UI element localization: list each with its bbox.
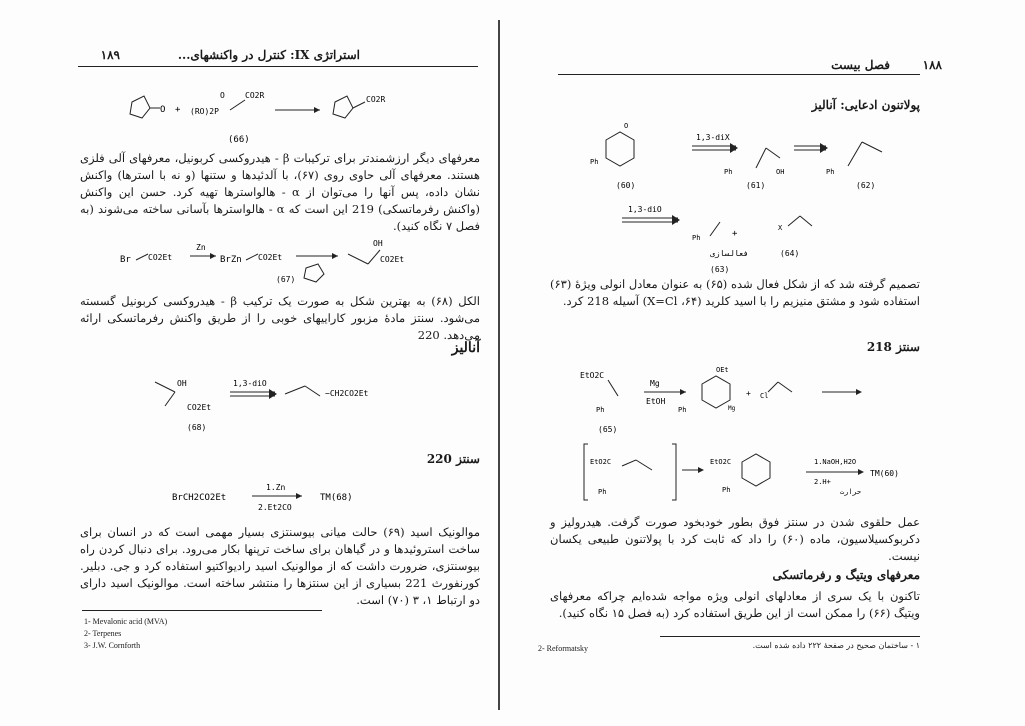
svg-text:2.H+: 2.H+ bbox=[814, 478, 831, 486]
analysis-heading: آنالیز bbox=[451, 340, 480, 356]
svg-text:+: + bbox=[746, 389, 751, 398]
svg-text:Mg: Mg bbox=[650, 379, 660, 388]
svg-text:1,3-diO: 1,3-diO bbox=[233, 379, 267, 388]
compound-64-label: (64) bbox=[780, 249, 800, 258]
footnote-reformatsky: 2- Reformatsky bbox=[538, 644, 588, 653]
footnote-correct-structure: ۱ - ساختمان صحیح در صفحهٔ ۲۲۲ داده شده است. bbox=[752, 641, 920, 650]
compound-62-label: (62) bbox=[856, 181, 876, 190]
svg-text:+: + bbox=[732, 229, 738, 239]
footnote-3: 3- J.W. Cornforth bbox=[84, 641, 141, 650]
analysis-scheme bbox=[145, 372, 385, 432]
svg-text:2.Et2CO: 2.Et2CO bbox=[258, 503, 292, 512]
left-page bbox=[0, 0, 500, 726]
wittig-product-sub: CO2R bbox=[366, 95, 386, 104]
pulatenone-analysis-heading: پولاتنون ادعایی: آنالیز bbox=[811, 98, 920, 112]
compound-65-label: (65) bbox=[598, 425, 618, 434]
svg-text:1.NaOH,H2O: 1.NaOH,H2O bbox=[814, 458, 857, 466]
svg-text:Ph: Ph bbox=[692, 234, 701, 242]
svg-text:1,3-diO: 1,3-diO bbox=[628, 205, 662, 214]
svg-text:Ph: Ph bbox=[722, 486, 731, 494]
svg-text:EtO2C: EtO2C bbox=[710, 458, 732, 466]
magnesium-enolate-scheme bbox=[578, 362, 878, 436]
svg-text:EtO2C: EtO2C bbox=[590, 458, 612, 466]
wittig-scheme bbox=[120, 88, 400, 146]
svg-text:O: O bbox=[160, 105, 166, 115]
left-para-3: موالونیک اسید (۶۹) حالت میانی بیوسنتزی بسیار مهمی است که در انسان برای ساخت استروئیدها و در گیاهان برای ساخت ترپنها بکار می‌رود. برای دنبال کردن راه بیوسنتزی، ضرورت داشت که از موالونیک اسید رادیواکتیو استفاده کرد و جی. دبلیر. کورنفورث 221 بسیاری از این سنتزها را منتشر ساخته است. موالونیک اسید دارای دو ارتباط ۱، ۳ (۷۰) است. bbox=[80, 525, 481, 607]
right-footnote-rule bbox=[660, 636, 920, 637]
right-page bbox=[500, 0, 1025, 726]
bromo-ester-start: Br bbox=[120, 255, 131, 265]
reformatsky-scheme bbox=[118, 236, 428, 288]
svg-text:CO2Et: CO2Et bbox=[258, 253, 283, 262]
svg-text:CO2Et: CO2Et bbox=[148, 253, 173, 262]
compound-67-label: (67) bbox=[276, 275, 296, 284]
left-header-rule bbox=[78, 66, 478, 67]
left-para-1: معرفهای دیگر ارزشمندتر برای ترکیبات β - هیدروکسی کربونیل، معرفهای آلی فلزی هستند. معرفهای آلی حاوی روی (۶۷)، با آلدئیدها و ستنها (و نه با استرها) واکنش نشان داده، پس آنها را می‌توان از α - هالواسترها تهیه کرد. حسن این واکنش (واکنش رفرماتسکی) 219 این است که α - هالواسترها بآسانی ساخته می‌شوند (به فصل ۷ نگاه کنید). bbox=[80, 151, 480, 233]
svg-text:OH: OH bbox=[177, 379, 187, 388]
left-para-2: الکل (۶۸) به بهترین شکل به صورت یک ترکیب β - هیدروکسی کربونیل گسسته می‌شود. سنتز مادهٔ مزبور کاراییهای خوبی را از طریق واکنش رفرماتسکی ارائه می‌دهد. 220 bbox=[80, 294, 480, 342]
svg-text:فعالسازی: فعالسازی bbox=[710, 249, 749, 258]
svg-text:Ph: Ph bbox=[598, 488, 607, 496]
right-page-number: ۱۸۸ bbox=[922, 58, 942, 72]
left-page-number: ۱۸۹ bbox=[100, 48, 120, 62]
cyclization-scheme bbox=[582, 440, 912, 504]
wittig-reagent: (RO)2P bbox=[190, 107, 219, 116]
footnote-2: 2- Terpenes bbox=[84, 629, 122, 638]
synthesis-218-heading: سنتز 218 bbox=[866, 340, 920, 354]
compound-68-label: (68) bbox=[187, 423, 207, 432]
svg-text:X: X bbox=[778, 224, 783, 232]
svg-text:EtO2C: EtO2C bbox=[580, 371, 605, 380]
compound-60-label: (60) bbox=[616, 181, 636, 190]
svg-text:O: O bbox=[624, 122, 629, 130]
svg-text:TM(68): TM(68) bbox=[320, 493, 353, 503]
svg-text:CO2Et: CO2Et bbox=[187, 403, 212, 412]
svg-text:BrCH2CO2Et: BrCH2CO2Et bbox=[172, 493, 227, 503]
synthon-scheme bbox=[620, 202, 860, 274]
right-para-1: تصمیم گرفته شد که از شکل فعال شده (۶۵) به عنوان معادل انولی ویژهٔ (۶۳) استفاده شود و مشتق منیزیم را با اسید کلرید (۶۴، X=Cl) آسیله 218 کرد. bbox=[550, 277, 920, 308]
footnote-1: 1- Mevalonic acid (MVA) bbox=[84, 617, 168, 626]
compound-63-label: (63) bbox=[710, 265, 730, 274]
svg-text:Cl: Cl bbox=[760, 392, 769, 400]
compound-66-label: (66) bbox=[228, 135, 250, 145]
svg-text:EtOH: EtOH bbox=[646, 397, 666, 406]
compound-61-label: (61) bbox=[746, 181, 766, 190]
svg-text:Ph: Ph bbox=[826, 168, 835, 176]
disconnection-scheme bbox=[586, 118, 926, 196]
svg-text:+: + bbox=[175, 105, 181, 115]
svg-text:OH: OH bbox=[373, 239, 383, 248]
svg-text:−CH2CO2Et: −CH2CO2Et bbox=[325, 389, 369, 398]
svg-text:Zn: Zn bbox=[196, 243, 206, 252]
svg-text:Ph: Ph bbox=[596, 406, 605, 414]
svg-text:Ph: Ph bbox=[678, 406, 687, 414]
svg-text:OEt: OEt bbox=[716, 366, 729, 374]
svg-text:Ph: Ph bbox=[724, 168, 733, 176]
right-header-title: فصل بیست bbox=[831, 58, 890, 72]
synthesis-220-heading: سنتز 220 bbox=[426, 452, 480, 466]
svg-text:CO2R: CO2R bbox=[245, 91, 265, 100]
right-header-rule bbox=[558, 74, 920, 75]
synthesis-scheme bbox=[170, 478, 390, 518]
wittig-reformatsky-heading: معرفهای ویتیگ و رفرماتسکی bbox=[772, 568, 920, 582]
svg-text:TM(60): TM(60) bbox=[870, 469, 899, 478]
svg-text:Mg: Mg bbox=[728, 405, 736, 412]
svg-text:BrZn: BrZn bbox=[220, 255, 242, 265]
svg-text:OH: OH bbox=[776, 168, 785, 176]
svg-text:1,3-diX: 1,3-diX bbox=[696, 133, 730, 142]
svg-text:O: O bbox=[220, 91, 225, 100]
left-header-title: استراتژی IX: کنترل در واکنشهای... bbox=[177, 48, 360, 62]
right-para-2: عمل حلقوی شدن در سنتز فوق بطور خودبخود صورت گرفت. هیدرولیز و دکربوکسیلاسیون، ماده (۶۰) را داد که ثابت کرد با پولاتنون طبیعی یکسان نیست. bbox=[550, 515, 920, 563]
right-para-3: تاکنون با یک سری از معادلهای انولی ویژه مواجه شده‌ایم چراکه معرفهای ویتیگ (۶۶) را ممکن است از این طریق استفاده کرد (به فصل ۱۵ نگاه کنید). bbox=[550, 589, 920, 620]
svg-text:Ph: Ph bbox=[590, 158, 599, 166]
svg-text:CO2Et: CO2Et bbox=[380, 255, 405, 264]
svg-text:حرارت: حرارت bbox=[840, 488, 862, 496]
left-footnote-rule bbox=[82, 610, 322, 611]
svg-text:1.Zn: 1.Zn bbox=[266, 483, 286, 492]
